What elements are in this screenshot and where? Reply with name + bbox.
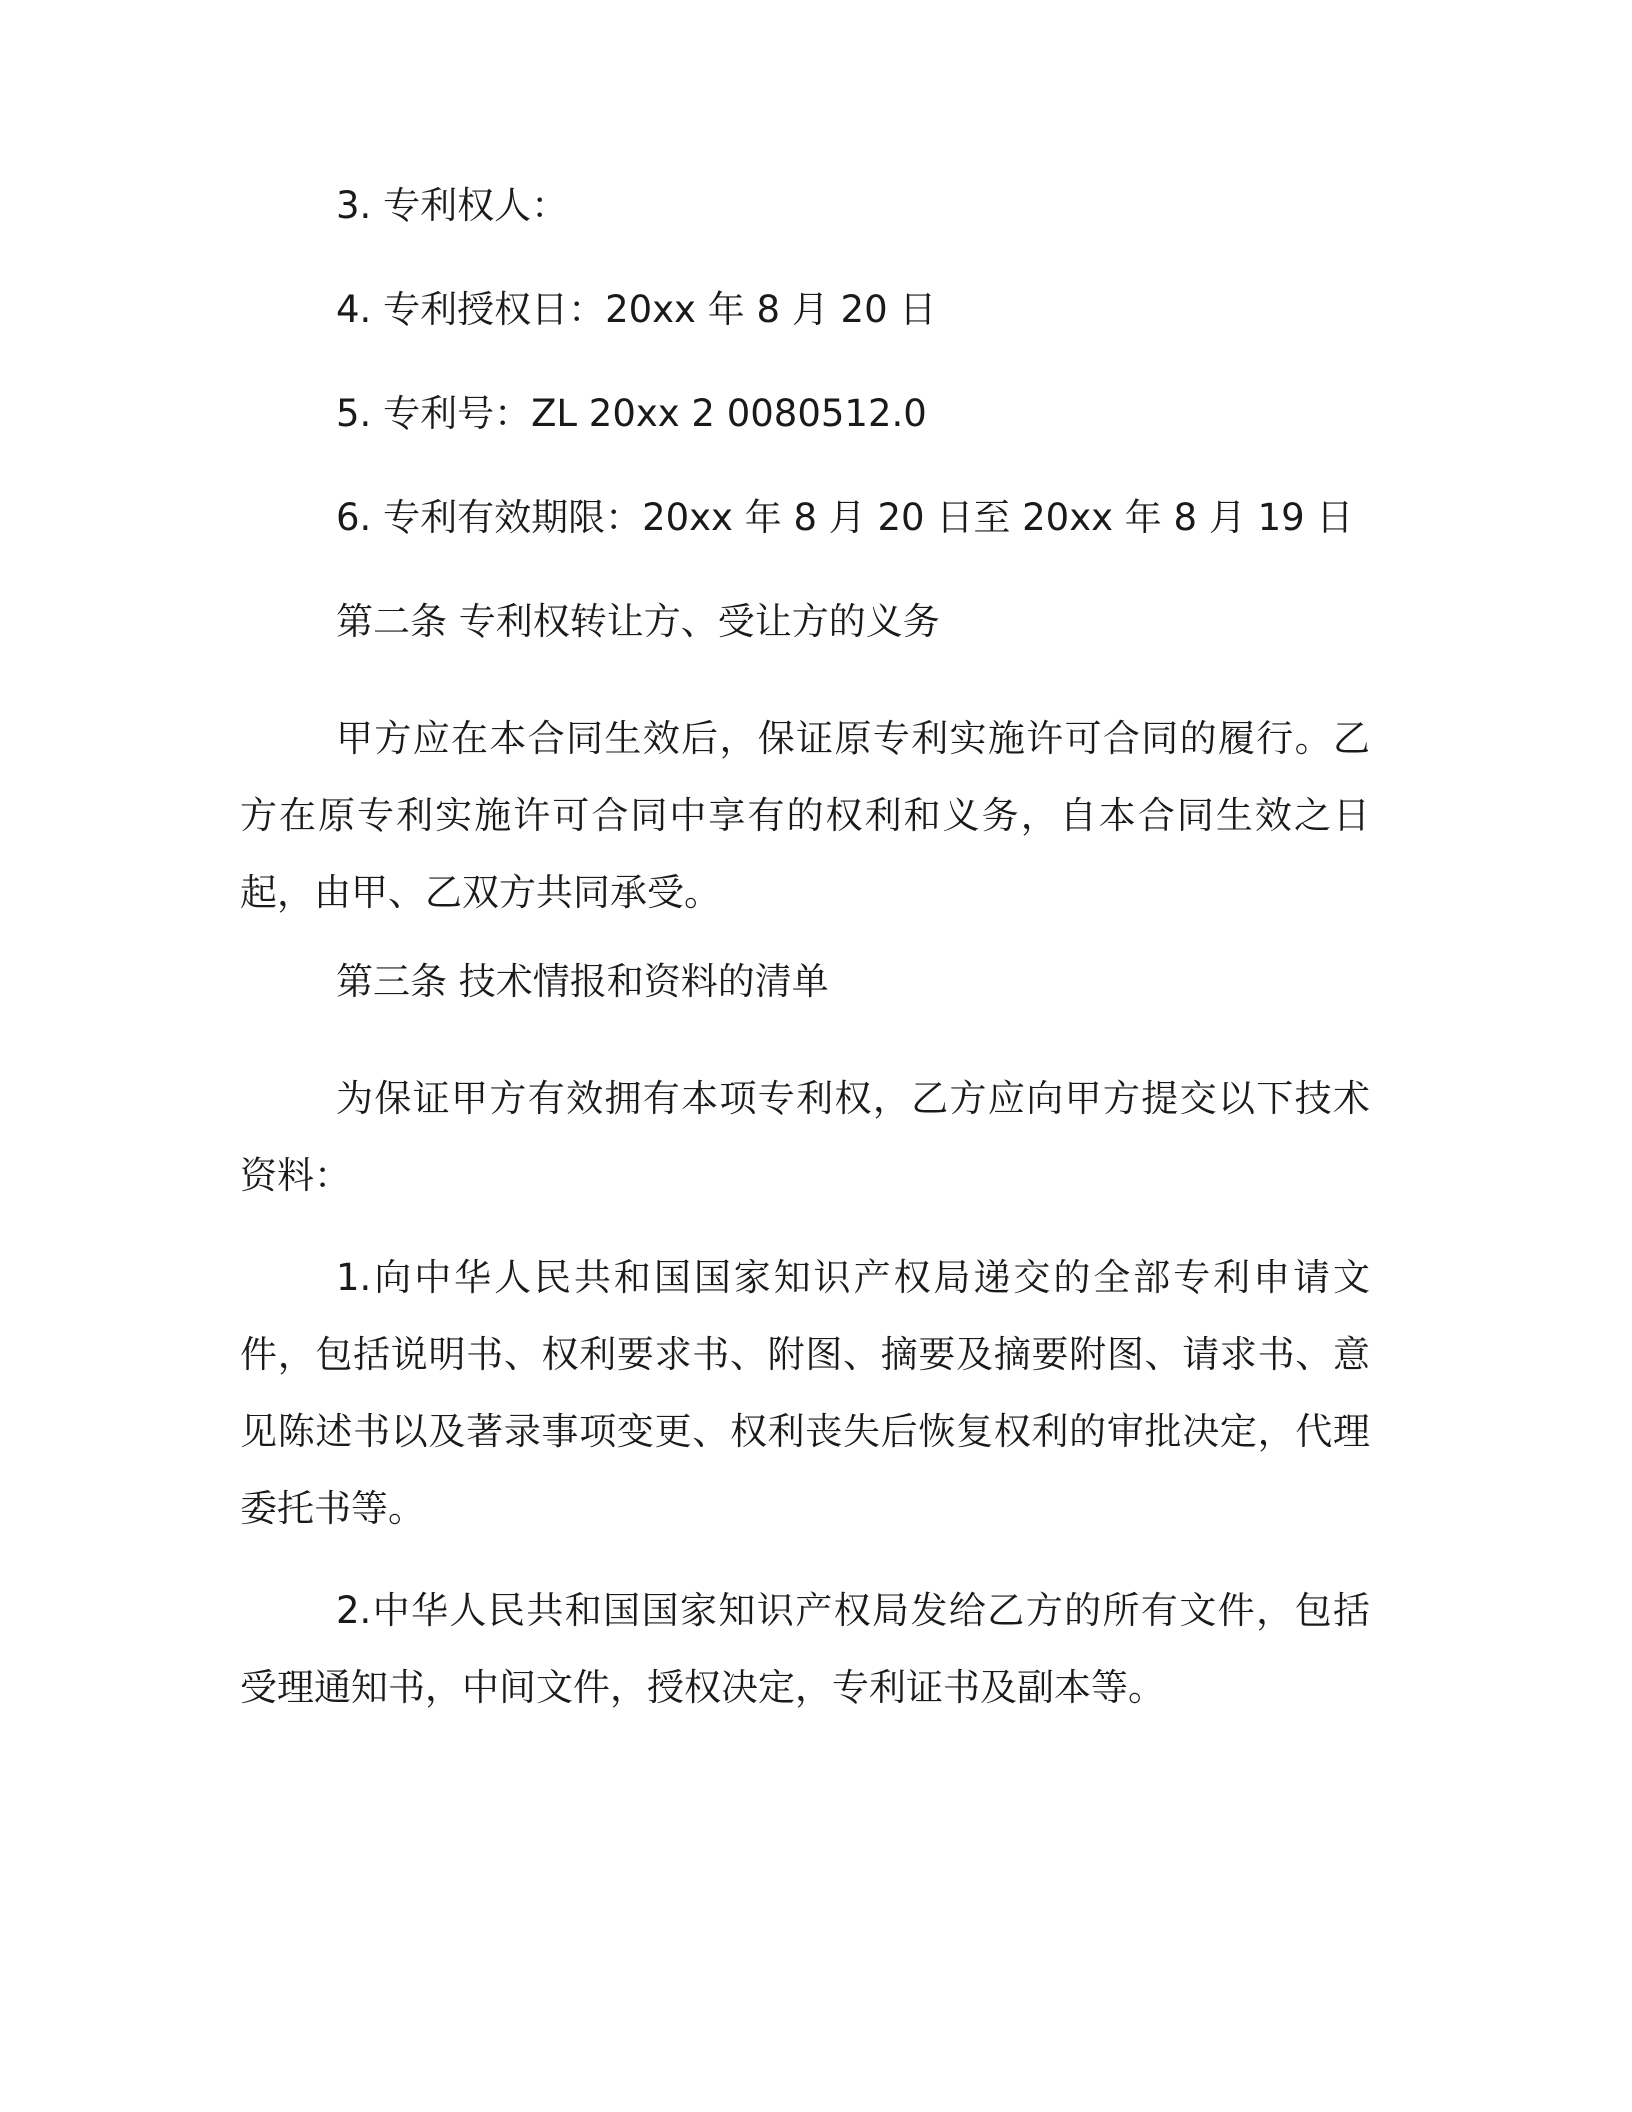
validity-period-line: 6. 专利有效期限：20xx 年 8 月 20 日至 20xx 年 8 月 19 日 [336, 496, 1354, 539]
article-3-intro: 为保证甲方有效拥有本项专利权，乙方应向甲方提交以下技术资料： [240, 1077, 1370, 1197]
list-item-2: 2.中华人民共和国国家知识产权局发给乙方的所有文件，包括受理通知书，中间文件，授权决定，专利证书及副本等。 [240, 1589, 1370, 1709]
list-item-1: 1.向中华人民共和国国家知识产权局递交的全部专利申请文件，包括说明书、权利要求书、附图、摘要及摘要附图、请求书、意见陈述书以及著录事项变更、权利丧失后恢复权利的审批决定，代理委托书等。 [240, 1256, 1370, 1530]
grant-date-line: 4. 专利授权日：20xx 年 8 月 20 日 [336, 288, 937, 331]
article-2-heading: 第二条 专利权转让方、受让方的义务 [336, 600, 940, 643]
article-3-heading: 第三条 技术情报和资料的清单 [336, 960, 829, 1003]
document-body [240, 180, 1370, 1751]
patentee-line: 3. 专利权人： [336, 184, 569, 227]
patent-number-line: 5. 专利号：ZL 20xx 2 0080512.0 [336, 392, 927, 435]
article-2-paragraph: 甲方应在本合同生效后，保证原专利实施许可合同的履行。乙方在原专利实施许可合同中享有的权利和义务，自本合同生效之日起，由甲、乙双方共同承受。 [240, 717, 1370, 914]
